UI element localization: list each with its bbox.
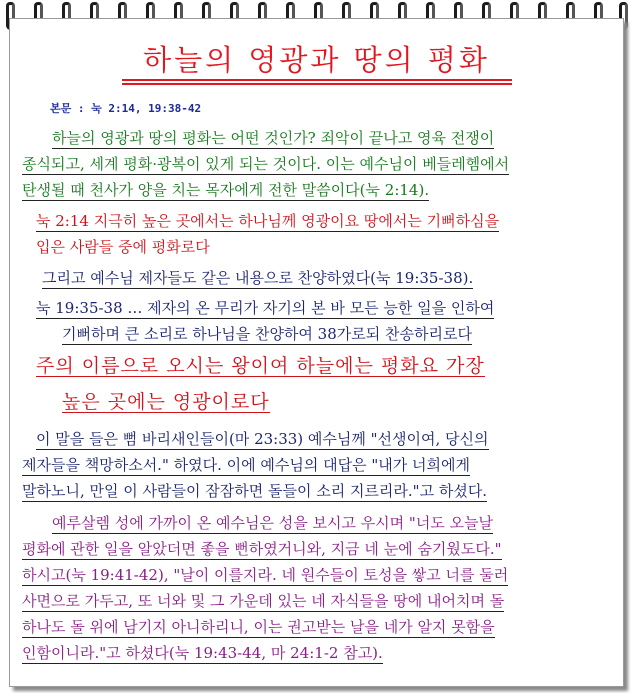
paragraph-7-line: 하시고(눅 19:41-42), "날이 이를지라. 네 원수들이 토성을 쌓고 너를 둘러	[22, 566, 509, 584]
paragraph-3: 그리고 예수님 제자들도 같은 내용으로 찬양하였다(눅 19:35-38).	[42, 269, 474, 287]
paragraph-6-line: 제자들을 책망하소서." 하였다. 이에 예수님의 대답은 "내가 너희에게	[22, 456, 470, 474]
paragraph-6-line: 말하노니, 만일 이 사람들이 잠잠하면 돌들이 소리 지르리라."고 하셨다.	[22, 482, 488, 500]
paragraph-1-line: 종식되고, 세계 평화·광복이 있게 되는 것이다. 이는 예수님이 베들레헴에서	[22, 155, 510, 173]
page-title: 하늘의 영광과 땅의 평화	[143, 43, 490, 77]
paragraph-7-line: 예루살렘 성에 가까이 온 예수님은 성을 보시고 우시며 "너도 오늘날	[52, 514, 494, 532]
verse-highlight-line: 주의 이름으로 오시는 왕이여 하늘에는 평화요 가장	[36, 355, 485, 377]
title-underline	[122, 79, 512, 81]
paragraph-6-line: 이 말을 들은 뻠 바리새인들이(마 23:33) 예수님께 "선생이여, 당신의	[36, 430, 489, 448]
paragraph-7-line: 인함이니라."고 하셨다(눅 19:43-44, 마 24:1-2 참고).	[22, 644, 383, 662]
paragraph-7-line: 하나도 돌 위에 남기지 아니하리니, 이는 권고받는 날을 네가 알지 못함을	[22, 618, 495, 636]
scripture-reference: 본문 : 눅 2:14, 19:38-42	[50, 102, 202, 115]
paragraph-1-line: 하늘의 영광과 땅의 평화는 어떤 것인가? 죄악이 끝나고 영육 전쟁이	[52, 129, 495, 147]
note-paper	[9, 18, 624, 687]
title-underline	[122, 83, 512, 85]
verse-quote-line: 눅 2:14 지극히 높은 곳에서는 하나님께 영광이요 땅에서는 기뻐하심을	[36, 212, 500, 230]
paragraph-1-line: 탄생될 때 천사가 양을 치는 목자에게 전한 말씀이다(눅 2:14).	[22, 181, 430, 199]
verse-quote-line: 눅 19:35-38 … 제자의 온 무리가 자기의 본 바 모든 능한 일을 인하여	[36, 299, 495, 317]
paragraph-7-line: 평화에 관한 일을 알았더면 좋을 뻔하였거니와, 지금 네 눈에 숨기웠도다."	[22, 540, 502, 558]
paragraph-7-line: 사면으로 가두고, 또 너와 및 그 가운데 있는 네 자식들을 땅에 내어치며 돌	[22, 592, 505, 610]
verse-quote-line: 입은 사람들 중에 평화로다	[36, 238, 210, 256]
verse-highlight-line: 높은 곳에는 영광이로다	[62, 391, 270, 413]
verse-quote-line: 기뻐하며 큰 소리로 하나님을 찬양하여 38가로되 찬송하리로다	[62, 325, 472, 343]
